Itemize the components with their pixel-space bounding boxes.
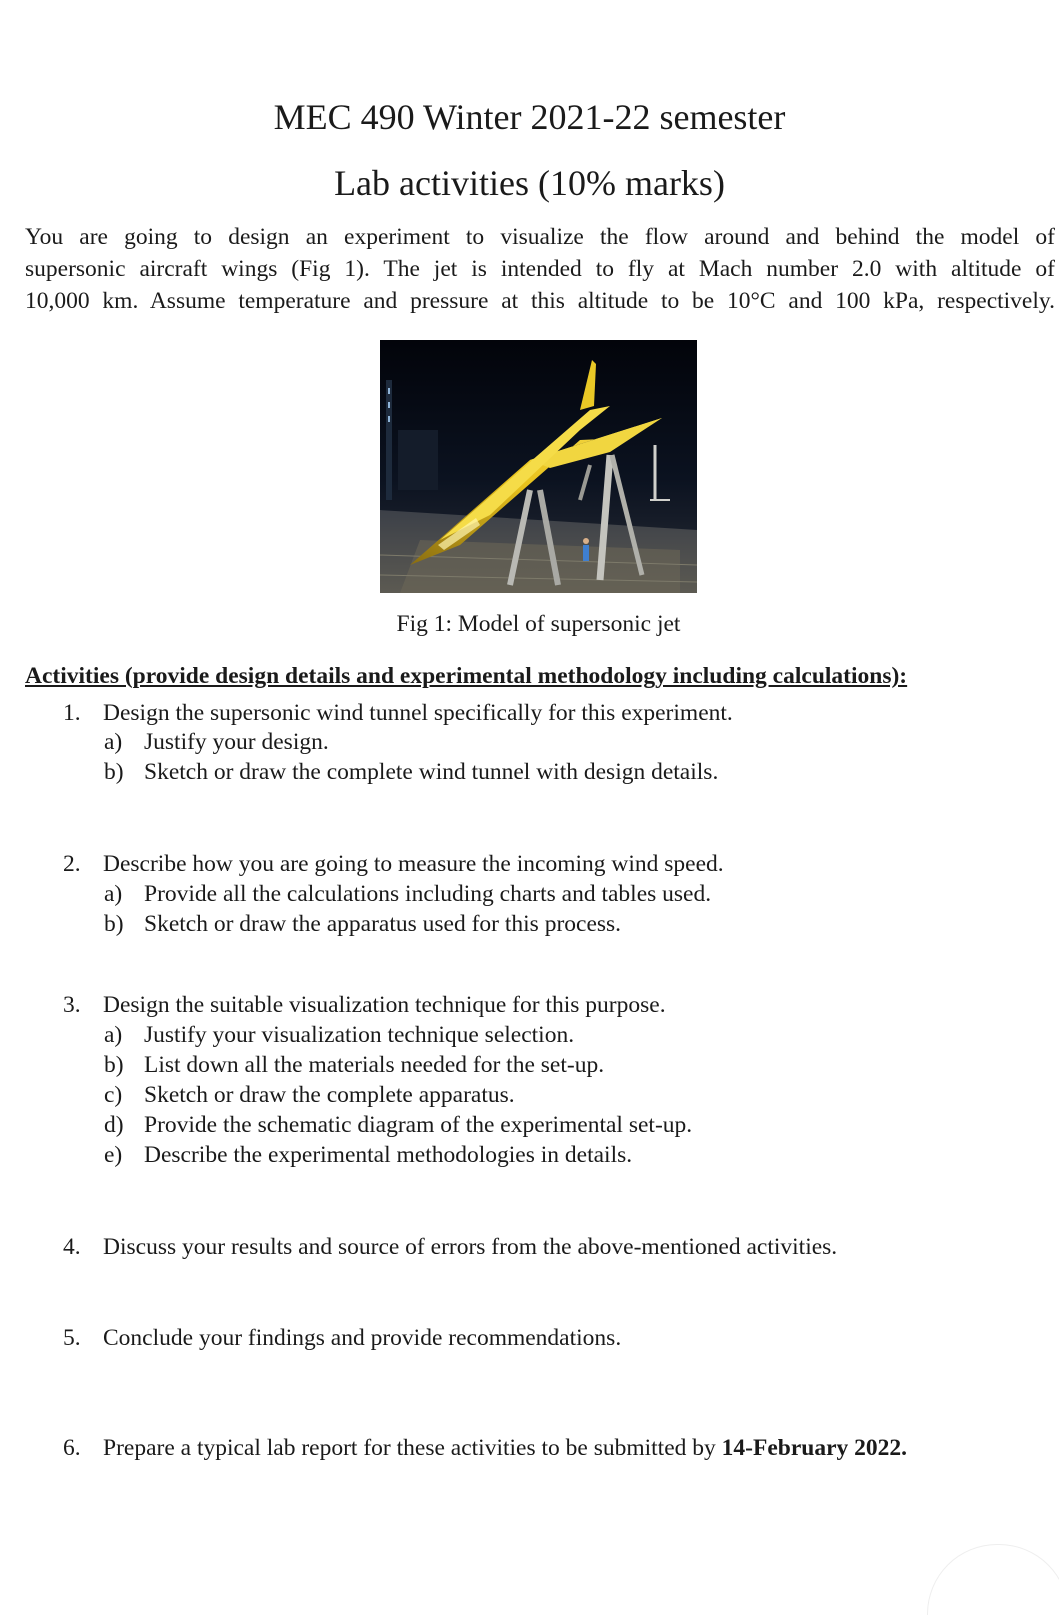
sub-text: Sketch or draw the apparatus used for this process. (144, 911, 622, 937)
activity-item-2b (104, 911, 621, 938)
sub-letter: c) (104, 1082, 123, 1108)
supersonic-jet-figure (380, 340, 697, 593)
item-text: Design the supersonic wind tunnel specifically for this experiment. (103, 700, 733, 726)
sub-letter: b) (104, 1052, 124, 1078)
sub-letter: a) (104, 1022, 123, 1048)
item-number: 2. (63, 851, 81, 877)
sub-text: Sketch or draw the complete apparatus. (144, 1082, 515, 1108)
activity-item-3a (104, 1022, 574, 1049)
item-number: 6. (63, 1435, 81, 1461)
activity-item-6 (63, 1435, 907, 1462)
intro-line-2: supersonic aircraft wings (Fig 1). The jet is intended to fly at Mach number 2.0 with altitude of (25, 256, 1055, 282)
item-number: 3. (63, 992, 81, 1018)
sub-text: Sketch or draw the complete wind tunnel with design details. (144, 759, 719, 785)
item-number: 5. (63, 1325, 81, 1351)
deadline-date: 14-February 2022 (721, 1435, 902, 1461)
activity-item-2 (63, 851, 724, 878)
sub-letter: e) (104, 1142, 123, 1168)
deadline-period: . (901, 1435, 908, 1461)
item-number: 1. (63, 700, 81, 726)
activity-item-3d (104, 1112, 692, 1139)
jet-model-illustration (380, 340, 697, 593)
figure-caption: Fig 1: Model of supersonic jet (396, 611, 681, 637)
intro-line-1: You are going to design an experiment to visualize the flow around and behind the model of (25, 224, 1055, 250)
sub-text: Justify your design. (144, 729, 329, 755)
sub-text: List down all the materials needed for the set-up. (144, 1052, 605, 1078)
activity-item-1a (104, 729, 329, 756)
item-text: Conclude your findings and provide recommendations. (103, 1325, 622, 1351)
sub-text: Justify your visualization technique selection. (144, 1022, 575, 1048)
page-subtitle: Lab activities (10% marks) (334, 163, 725, 203)
activity-item-3c (104, 1082, 515, 1109)
sub-letter: b) (104, 911, 124, 937)
intro-paragraph (25, 221, 1055, 317)
activities-heading: Activities (provide design details and experimental methodology including calculations): (25, 663, 908, 689)
activity-item-5 (63, 1325, 621, 1352)
page-corner-decoration (927, 1544, 1059, 1615)
item-text: Discuss your results and source of errors from the above-mentioned activities. (103, 1234, 838, 1260)
item-text: Describe how you are going to measure the incoming wind speed. (103, 851, 724, 877)
page-title: MEC 490 Winter 2021-22 semester (273, 97, 786, 137)
activity-item-1 (63, 700, 733, 727)
sub-text: Describe the experimental methodologies in details. (144, 1142, 633, 1168)
activity-item-3b (104, 1052, 604, 1079)
sub-letter: a) (104, 729, 123, 755)
activity-item-2a (104, 881, 711, 908)
activity-item-3e (104, 1142, 632, 1169)
sub-letter: d) (104, 1112, 124, 1138)
sub-letter: a) (104, 881, 123, 907)
item-text: Design the suitable visualization technique for this purpose. (103, 992, 666, 1018)
activity-item-4 (63, 1234, 837, 1261)
sub-text: Provide all the calculations including charts and tables used. (144, 881, 712, 907)
activity-item-3 (63, 992, 666, 1019)
intro-line-3: 10,000 km. Assume temperature and pressure at this altitude to be 10°C and 100 kPa, respectively. (25, 288, 1055, 314)
sub-text: Provide the schematic diagram of the experimental set-up. (144, 1112, 693, 1138)
activity-item-1b (104, 759, 718, 786)
item-text: Prepare a typical lab report for these activities to be submitted by (103, 1435, 722, 1461)
sub-letter: b) (104, 759, 124, 785)
item-number: 4. (63, 1234, 81, 1260)
